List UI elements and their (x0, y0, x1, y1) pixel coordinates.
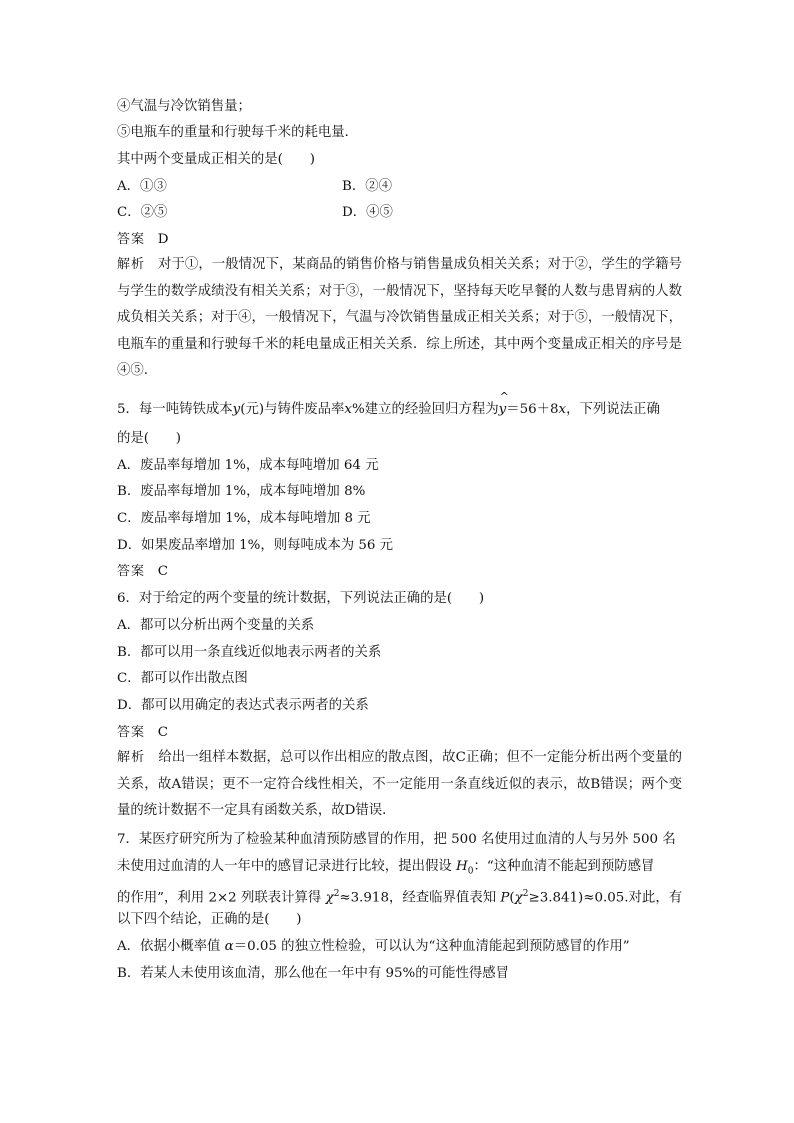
q4-answer (117, 230, 169, 250)
answer-value: C (157, 564, 169, 579)
analysis-text: 给出一组样本数据，总可以作出相应的散点图，故C正确；但不一定能分析出两个变量的关系，故A错误；更不一定符合线性相关，不一定能用一条直线近似的表示，故B错误；两个变量的统计数据不一定具有函数关系，故D错误． (117, 750, 682, 819)
q6-option-d: D．都可以用确定的表达式表示两者的关系 (117, 698, 369, 713)
answer-label: 答案 (117, 564, 146, 579)
q4-analysis (117, 252, 682, 385)
q4-option-c: C．②⑤ (117, 205, 168, 220)
q5-stem-part: ，下列说法正确 (566, 402, 660, 417)
probability-symbol: P (500, 890, 510, 906)
chi-symbol: χ (325, 890, 334, 906)
q5-stem (117, 400, 660, 420)
q6-option-c: C．都可以作出散点图 (117, 671, 248, 686)
q5-option-d: D．如果废品率增加 1%，则每吨成本为 56 元 (117, 538, 394, 553)
q4-stem: 其中两个变量成正相关的是( ) (117, 152, 315, 167)
hypothesis-symbol: H (456, 859, 468, 874)
q7-option-b: B．若某人未使用该血清，那么他在一年中有 95%的可能性得感冒 (117, 966, 510, 981)
q7-text: ＝0.05 的独立性检验，可以认为“这种血清能起到预防感冒的作用” (233, 939, 630, 954)
q7-text: ：“这种血清不能起到预防感冒 (473, 859, 655, 874)
q4-item-5: ⑤电瓶车的重量和行驶每千米的耗电量． (117, 125, 359, 140)
var-x: x (558, 402, 567, 417)
hypothesis-subscript: 0 (467, 866, 474, 877)
superscript-2: 2 (333, 889, 340, 899)
q7-line-3 (117, 884, 682, 908)
q5-option-b: B．废品率每增加 1%，成本每吨增加 8% (117, 484, 366, 499)
chi-symbol: χ (514, 890, 523, 906)
q5-stem-part: %建立的经验回归方程为 (351, 402, 499, 417)
q7-text: 未使用过血清的人一年中的感冒记录进行比较，提出假设 (117, 859, 457, 874)
answer-value: C (157, 725, 169, 740)
var-x: x (344, 402, 352, 417)
q5-option-c: C．废品率每增加 1%，成本每吨增加 8 元 (117, 511, 371, 526)
alpha-symbol: α (224, 939, 234, 954)
q4-option-b: B．②④ (342, 179, 393, 194)
analysis-text: 对于①，一般情况下，某商品的销售价格与销售量成负相关关系；对于②，学生的学籍号与学生的数学成绩没有相关关系；对于③，一般情况下，坚持每天吃早餐的人数与患胃病的人数成负相关关系；对于④，一般情况下，气温与冷饮销售量成正相关关系；对于⑤，一般情况下，电瓶车的重量和行驶每千米的耗电量成正相关关系．综上所述，其中两个变量成正相关的序号是④⑤. (117, 257, 682, 379)
q7-text: A．依据小概率值 (117, 939, 225, 954)
analysis-label: 解析 (117, 750, 146, 765)
q7-option-a (117, 937, 630, 957)
var-y-hat: ^ y (499, 400, 507, 420)
superscript-2: 2 (522, 889, 529, 899)
q5-stem-part: 5．每一吨铸铁成本 (117, 402, 233, 417)
q7-text: ( (509, 890, 515, 906)
q5-option-a: A．废品率每增加 1%，成本每吨增加 64 元 (117, 458, 379, 473)
var-y: y (232, 402, 241, 417)
q7-text: 的作用”，利用 2×2 列联表计算得 (117, 890, 326, 906)
q5-equation: ＝56＋8 (506, 402, 559, 417)
q7-line-4: 以下四个结论，正确的是( ) (117, 912, 302, 927)
q5-answer (117, 562, 168, 582)
answer-label: 答案 (117, 232, 146, 247)
analysis-label: 解析 (117, 257, 146, 272)
q6-option-b: B．都可以用一条直线近似地表示两者的关系 (117, 645, 382, 660)
q7-text: ≈3.918，经查临界值表知 (339, 890, 501, 906)
q4-option-a: A．①③ (117, 179, 167, 194)
q6-analysis (117, 745, 682, 825)
q7-text: ≥3.841)≈0.05.对此，有 (528, 890, 683, 906)
q4-item-4: ④气温与冷饮销售量； (117, 99, 251, 114)
q5-stem-part: (元)与铸件废品率 (240, 402, 345, 417)
q4-option-d: D．④⑤ (342, 205, 393, 220)
q5-stem-line2: 的是( ) (117, 431, 182, 446)
answer-value: D (157, 232, 169, 247)
q6-answer (117, 723, 168, 743)
q6-option-a: A．都可以分析出两个变量的关系 (117, 618, 315, 633)
answer-label: 答案 (117, 725, 146, 740)
q7-line-2 (117, 857, 654, 882)
q7-line-1: 7．某医疗研究所为了检验某种血清预防感冒的作用，把 500 名使用过血清的人与另外 500 名 (117, 832, 676, 847)
q6-stem: 6．对于给定的两个变量的统计数据，下列说法正确的是( ) (117, 591, 485, 606)
